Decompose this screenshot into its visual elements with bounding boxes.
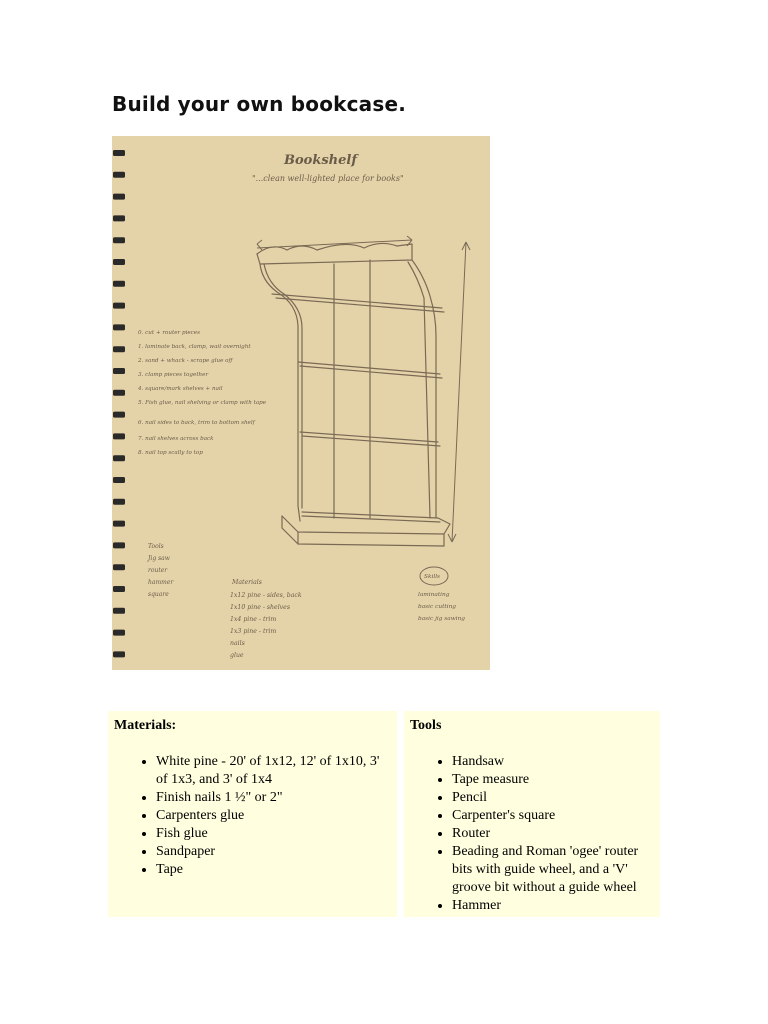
sketch-heading: Bookshelf (284, 153, 357, 168)
sketch-step: 6. nail sides to back, trim to bottom shelf (138, 420, 255, 426)
spiral-coil (113, 215, 125, 221)
spiral-coil (113, 455, 125, 461)
spiral-coil (113, 172, 125, 178)
sketch-step: 7. nail shelves across back (138, 436, 214, 442)
sketch-skill: basic jig sawing (418, 616, 465, 622)
sketch-skills-badge: Skills (424, 574, 441, 580)
spiral-coil (113, 651, 125, 657)
spiral-coil (113, 237, 125, 243)
sketch-tool: router (148, 567, 168, 574)
sketch-tools-heading: Tools (148, 543, 164, 550)
sketch-subtitle: "...clean well-lighted place for books" (252, 174, 404, 183)
sketch-step: 2. sand + whack - scrape glue off (138, 358, 233, 364)
spiral-coil (113, 346, 125, 352)
sketch-step: 4. square/mark shelves + nail (138, 386, 223, 392)
list-item: • Hammer (452, 897, 654, 915)
sketch-skill: basic cutting (418, 604, 457, 610)
list-item: • Tape (156, 861, 391, 879)
sketch-material: 1x12 pine - sides, back (230, 592, 302, 599)
tools-list (410, 753, 654, 915)
list-item: • Fish glue (156, 825, 391, 843)
sketch-step: 3. clamp pieces together (138, 372, 209, 378)
spiral-coil (113, 150, 125, 156)
bookcase-sketch-image (112, 136, 490, 670)
sketch-materials-heading: Materials (232, 579, 262, 586)
sketch-skill: laminating (418, 592, 450, 598)
spiral-coil (113, 521, 125, 527)
spiral-coil (113, 608, 125, 614)
spiral-coil (113, 542, 125, 548)
lists-table (108, 711, 660, 917)
sketch-step: 5. Fish glue, nail shelving or clamp with tape (138, 400, 267, 406)
list-item: • Finish nails 1 ½" or 2" (156, 789, 391, 807)
sketch-material: nails (230, 640, 245, 647)
sketch-material: 1x10 pine - shelves (230, 604, 291, 611)
sketch-step: 0. cut + router pieces (138, 330, 200, 336)
spiral-coil (113, 368, 125, 374)
list-item: • Sandpaper (156, 843, 391, 861)
materials-box (108, 711, 397, 917)
spiral-coil (113, 281, 125, 287)
list-item: • White pine - 20' of 1x12, 12' of 1x10, 3' of 1x3, and 3' of 1x4 (156, 753, 391, 789)
sketch-material: 1x4 pine - trim (230, 616, 277, 623)
tools-heading: Tools (410, 718, 442, 733)
sketch-tool: hammer (148, 579, 174, 586)
spiral-coil (113, 564, 125, 570)
spiral-coil (113, 433, 125, 439)
sketch-tool: square (148, 591, 169, 598)
tools-box (404, 711, 660, 917)
spiral-coil (113, 303, 125, 309)
spiral-coil (113, 630, 125, 636)
list-item: • Carpenters glue (156, 807, 391, 825)
spiral-coil (113, 499, 125, 505)
materials-heading: Materials: (114, 718, 177, 733)
list-item: • Router (452, 825, 654, 843)
list-item: • Handsaw (452, 753, 654, 771)
list-item: • Pencil (452, 789, 654, 807)
spiral-coil (113, 259, 125, 265)
spiral-coil (113, 390, 125, 396)
sketch-material: 1x3 pine - trim (230, 628, 277, 635)
page-title: Build your own bookcase. (112, 92, 407, 116)
list-item: • Carpenter's square (452, 807, 654, 825)
spiral-coil (113, 477, 125, 483)
sketch-tool: Jig saw (148, 555, 170, 562)
sketch-step: 1. laminate back, clamp, wait overnight (138, 344, 251, 350)
list-item: • Tape measure (452, 771, 654, 789)
materials-list (114, 753, 391, 879)
spiral-coil (113, 324, 125, 330)
list-item: • Beading and Roman 'ogee' router bits with guide wheel, and a 'V' groove bit without a guide wheel (452, 843, 654, 897)
spiral-coil (113, 412, 125, 418)
sketch-material: glue (230, 652, 244, 659)
sketch-step: 8. nail top scally to top (138, 450, 203, 456)
spiral-coil (113, 586, 125, 592)
spiral-coil (113, 194, 125, 200)
